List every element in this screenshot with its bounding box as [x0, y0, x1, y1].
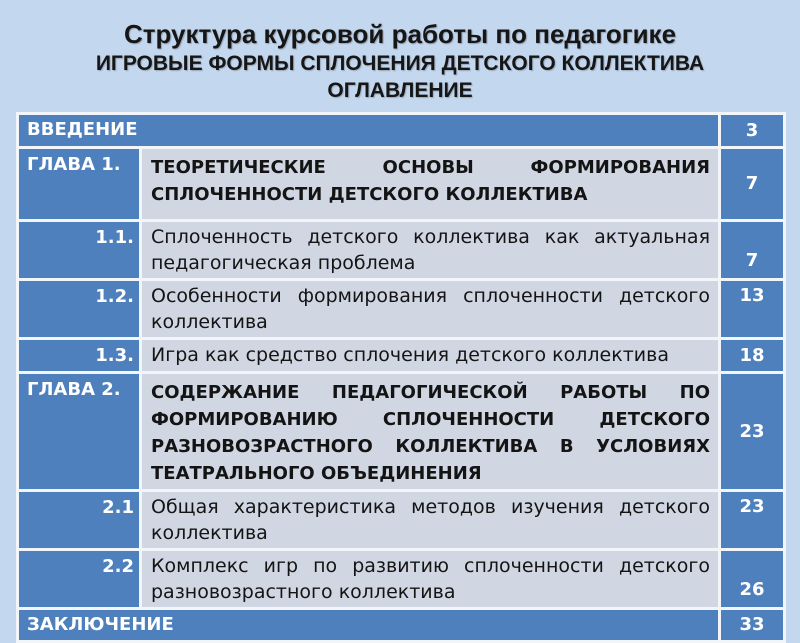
table-row-section-1-1 [19, 222, 783, 278]
row-title: Игра как средство сплочения детского коллектива [142, 340, 718, 371]
row-title: Особенности формирования сплоченности детского коллектива [142, 281, 718, 337]
row-label: ГЛАВА 1. [19, 149, 139, 219]
page-number: 7 [721, 222, 783, 278]
page-number: 3 [721, 115, 783, 146]
table-row-chapter-2 [19, 374, 783, 489]
row-label: 1.3. [19, 340, 139, 371]
row-label: ГЛАВА 2. [19, 374, 139, 489]
table-row-chapter-1 [19, 149, 783, 219]
row-title: Сплоченность детского коллектива как актуальная педагогическая проблема [142, 222, 718, 278]
slide-title: Структура курсовой работы по педагогике [123, 19, 677, 49]
row-label: ВВЕДЕНИЕ [19, 115, 718, 146]
row-label: 1.1. [19, 222, 139, 278]
row-title: Общая характеристика методов изучения детского коллектива [142, 492, 718, 548]
row-label: ЗАКЛЮЧЕНИЕ [19, 610, 718, 640]
table-row-introduction [19, 115, 783, 146]
slide-subtitle: ИГРОВЫЕ ФОРМЫ СПЛОЧЕНИЯ ДЕТСКОГО КОЛЛЕКТИВА [95, 52, 705, 75]
row-label: 2.2 [19, 551, 139, 607]
row-title: ТЕОРЕТИЧЕСКИЕ ОСНОВЫ ФОРМИРОВАНИЯ СПЛОЧЕННОСТИ ДЕТСКОГО КОЛЛЕКТИВА [142, 149, 718, 219]
row-title: СОДЕРЖАНИЕ ПЕДАГОГИЧЕСКОЙ РАБОТЫ ПО ФОРМИРОВАНИЮ СПЛОЧЕННОСТИ ДЕТСКОГО РАЗНОВОЗРАСТНОГО КОЛЛЕКТИВА В УСЛОВИЯХ ТЕАТРАЛЬНОГО ОБЪЕДИНЕНИЯ [142, 374, 718, 489]
page-number: 18 [721, 340, 783, 371]
table-row-conclusion [19, 610, 783, 640]
page-number: 23 [721, 492, 783, 548]
table-row-section-1-2 [19, 281, 783, 337]
page-number: 23 [721, 374, 783, 489]
page-number: 7 [721, 149, 783, 219]
toc-heading: ОГЛАВЛЕНИЕ [327, 79, 473, 102]
page-number: 33 [721, 610, 783, 640]
table-row-section-1-3 [19, 340, 783, 371]
row-label: 2.1 [19, 492, 139, 548]
table-row-section-2-2 [19, 551, 783, 607]
slide-title-block [0, 18, 800, 104]
page-number: 13 [721, 281, 783, 337]
table-row-section-2-1 [19, 492, 783, 548]
row-title: Комплекс игр по развитию сплоченности детского разновозрастного коллектива [142, 551, 718, 607]
toc-table [16, 112, 786, 643]
row-label: 1.2. [19, 281, 139, 337]
page-number: 26 [721, 551, 783, 607]
